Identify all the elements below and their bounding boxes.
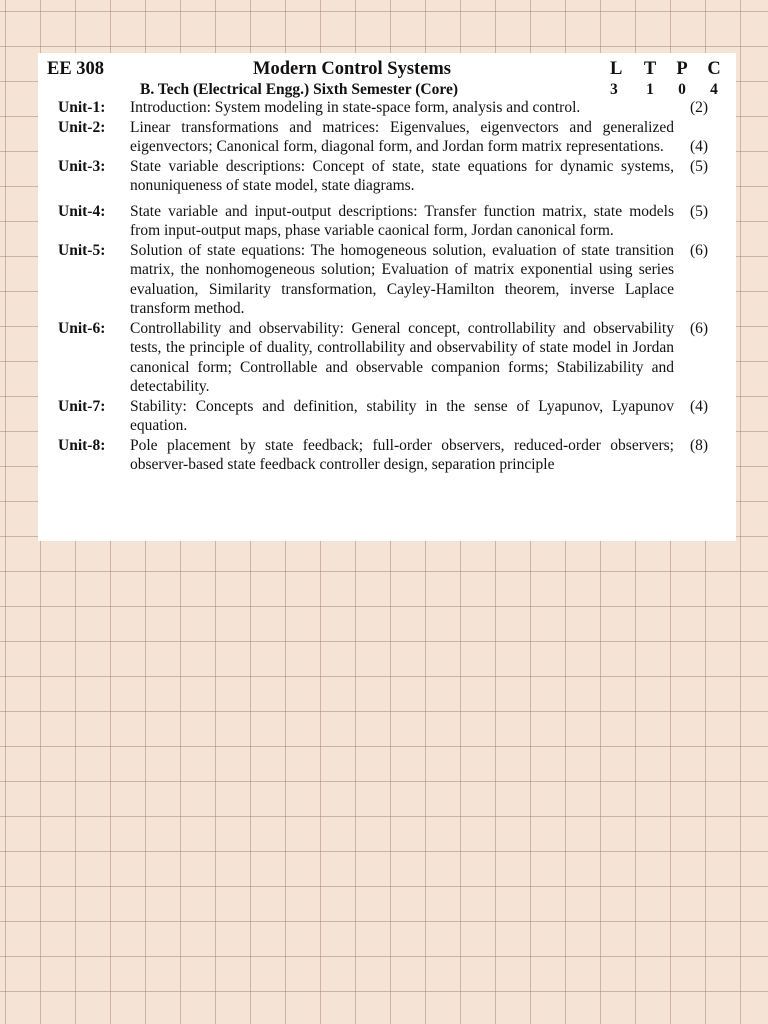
ltpc-value-l: 3 [610,81,618,98]
unit-label: Unit-5: [58,241,106,259]
ltpc-header-c: C [707,59,721,79]
unit-hours: (8) [690,436,709,454]
unit-row [38,241,736,319]
unit-label: Unit-2: [58,118,106,136]
ltpc-value-t: 1 [646,81,654,98]
unit-description: State variable and input-output descriptions: Transfer function matrix, state models from input-output maps, phase variable caonical form, Jordan canonical form. [130,202,674,239]
course-subtitle: B. Tech (Electrical Engg.) Sixth Semester (Core) [140,81,458,98]
unit-row [38,202,736,241]
unit-description: Linear transformations and matrices: Eigenvalues, eigenvectors and generalized eigenvectors; Canonical form, diagonal form, and Jordan form matrix representations. [130,118,674,155]
unit-label: Unit-8: [58,436,106,454]
unit-label: Unit-3: [58,157,106,175]
unit-label: Unit-7: [58,397,106,415]
unit-description: State variable descriptions: Concept of state, state equations for dynamic systems, nonuniqueness of state model, state diagrams. [130,157,674,194]
unit-row [38,98,736,118]
unit-description: Stability: Concepts and definition, stability in the sense of Lyapunov, Lyapunov equation. [130,397,674,434]
ltpc-value-p: 0 [678,81,686,98]
ltpc-values [602,80,730,99]
unit-row [38,157,736,196]
course-code: EE 308 [47,59,105,79]
unit-description: Introduction: System modeling in state-space form, analysis and control. [130,99,581,116]
unit-hours: (4) [690,138,709,155]
unit-row [38,118,736,157]
unit-row [38,436,736,475]
unit-description: Pole placement by state feedback; full-order observers, reduced-order observers; observer-based state feedback controller design, separation principle [130,436,674,473]
syllabus-sheet [38,53,736,541]
unit-hours: (5) [690,157,709,175]
unit-hours: (6) [690,319,709,337]
unit-hours: (4) [690,397,709,415]
unit-hours: (5) [690,202,709,220]
ltpc-header-p: P [676,59,688,79]
ltpc-headers [602,58,730,80]
unit-description: Controllability and observability: General concept, controllability and observability tests, the principle of duality, controllability and observability of state model in Jordan canonical form; Controllable and observable companion forms; Stabilizability and detectability. [130,319,674,395]
unit-hours: (2) [690,99,709,116]
unit-row [38,319,736,397]
course-title: Modern Control Systems [253,59,452,79]
unit-row [38,397,736,436]
course-header [47,58,727,102]
unit-list [38,98,736,475]
ltpc-value-c: 4 [710,81,718,98]
unit-label: Unit-1: [58,99,106,116]
unit-label: Unit-4: [58,202,106,220]
ltpc-header-l: L [610,59,623,79]
unit-description: Solution of state equations: The homogeneous solution, evaluation of state transition matrix, the nonhomogeneous solution; Evaluation of matrix exponential using series evaluation, Similarity transformation, Cayley-Hamilton theorem, inverse Laplace transform method. [130,241,674,317]
unit-hours: (6) [690,241,709,259]
unit-label: Unit-6: [58,319,106,337]
ltpc-header-t: T [643,59,657,79]
